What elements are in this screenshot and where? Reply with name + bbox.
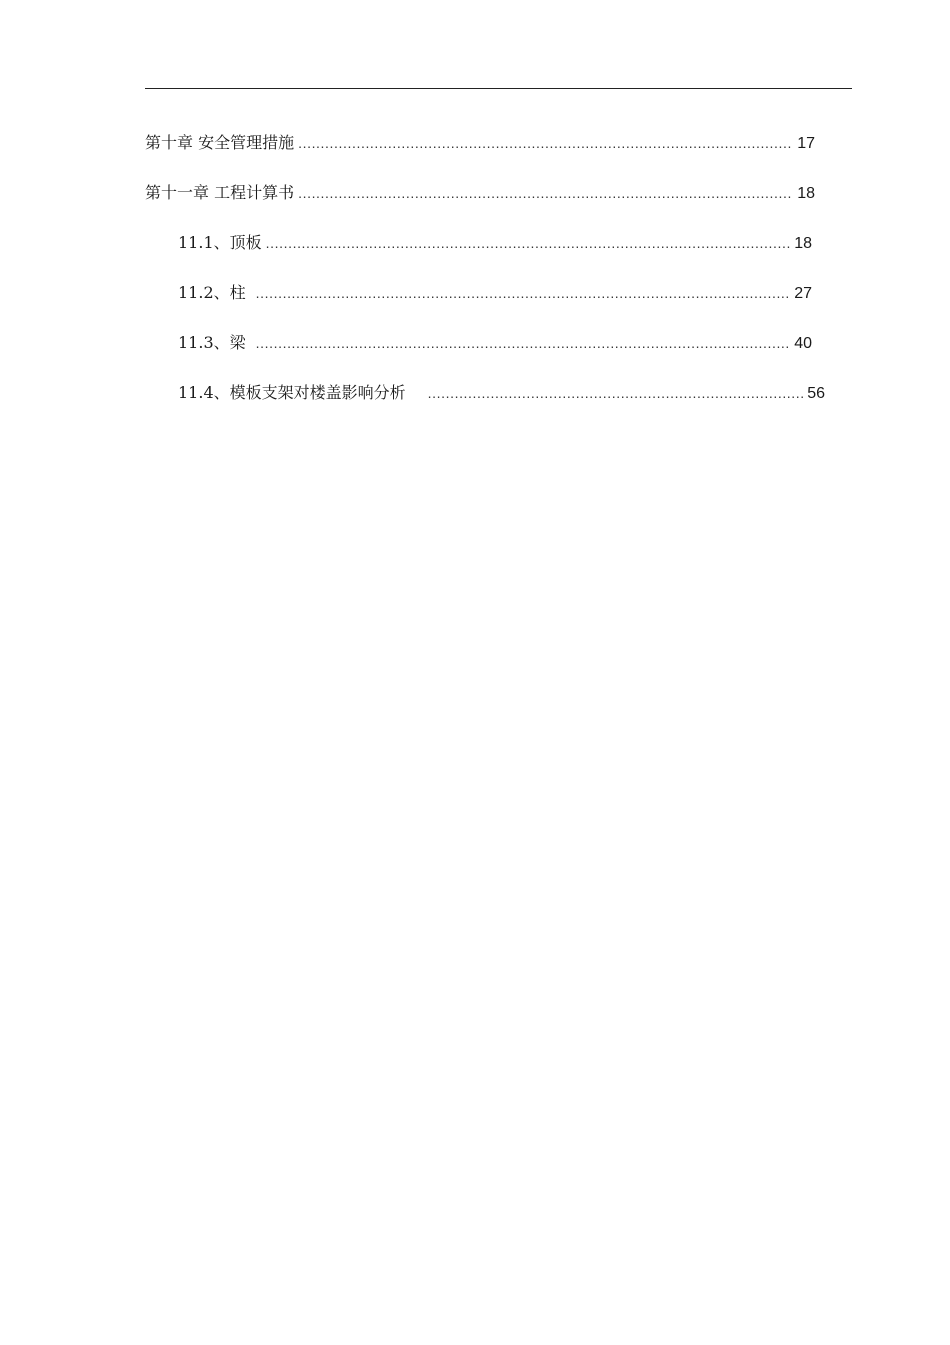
toc-leader-dots — [298, 182, 793, 204]
toc-entry-title: 11.4、模板支架对楼盖影响分析 — [178, 383, 406, 402]
toc-entry-11-4[interactable] — [178, 382, 825, 404]
toc-entry-page: 56 — [807, 385, 825, 402]
header-rule — [145, 88, 852, 89]
toc-entry-page: 27 — [794, 285, 812, 302]
toc-entry-title: 11.3、梁 — [178, 333, 246, 352]
toc-entry-title: 11.1、顶板 — [178, 233, 262, 252]
toc-leader-dots — [428, 382, 804, 404]
toc-entry-page: 18 — [794, 235, 812, 252]
toc-entry-chapter-10[interactable] — [145, 132, 815, 154]
toc-entry-11-1[interactable] — [178, 232, 812, 254]
toc-entry-title: 第十章 安全管理措施 — [145, 133, 295, 152]
toc-entry-page: 40 — [794, 335, 812, 352]
toc-leader-dots — [256, 332, 791, 354]
toc-entry-chapter-11[interactable] — [145, 182, 815, 204]
toc-entry-11-3[interactable] — [178, 332, 812, 354]
toc-leader-dots — [256, 282, 791, 304]
toc-leader-dots — [298, 132, 793, 154]
toc-entry-title: 第十一章 工程计算书 — [145, 183, 295, 202]
toc-leader-dots — [266, 232, 791, 254]
toc-entry-page: 17 — [797, 135, 815, 152]
toc-entry-page: 18 — [797, 185, 815, 202]
toc-entry-title: 11.2、柱 — [178, 283, 246, 302]
toc-entry-11-2[interactable] — [178, 282, 812, 304]
